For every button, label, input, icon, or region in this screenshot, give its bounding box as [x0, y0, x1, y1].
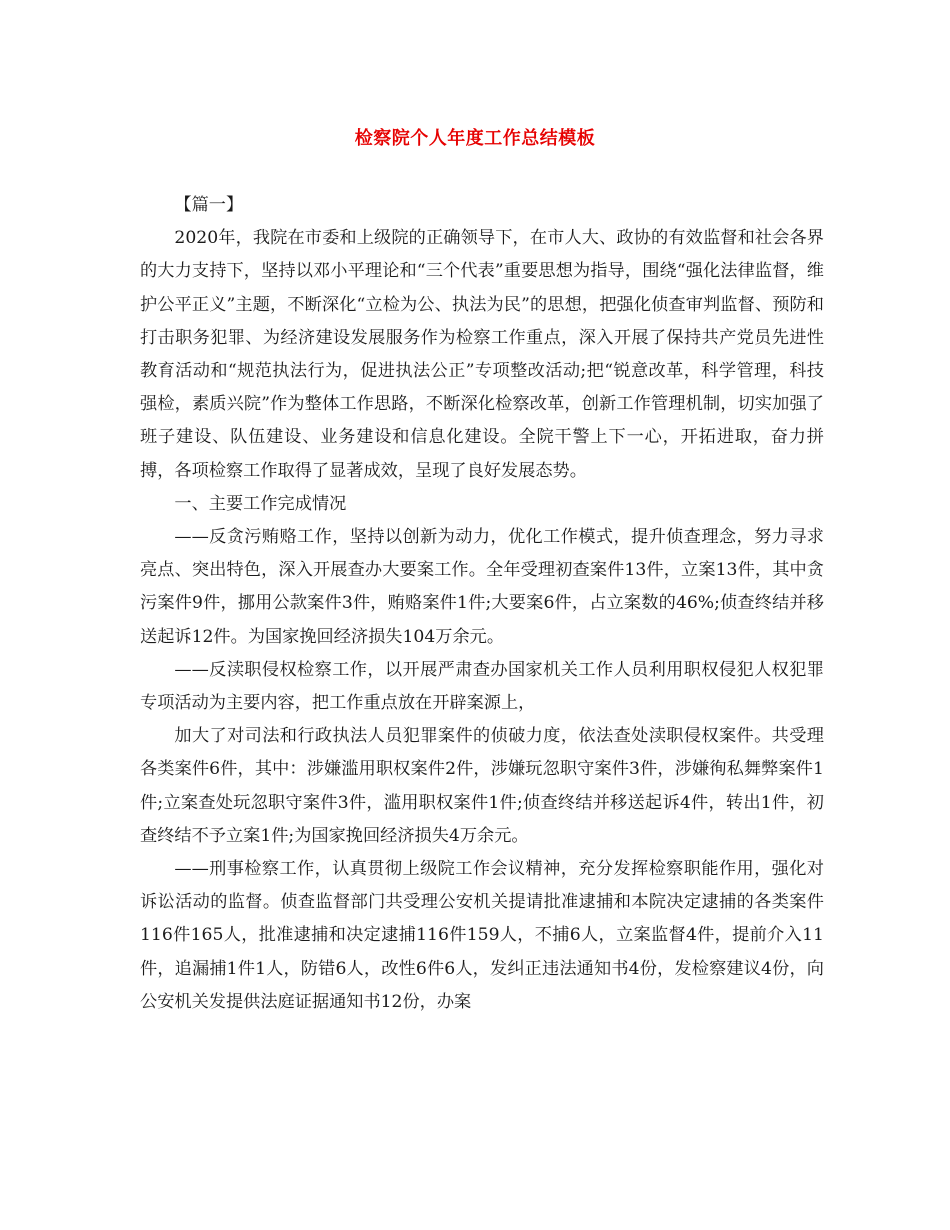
document-body [140, 189, 824, 1019]
paragraph-criminal-procuratorial: ——刑事检察工作，认真贯彻上级院工作会议精神，充分发挥检察职能作用，强化对诉讼活动的监督。侦查监督部门共受理公安机关提请批准逮捕和本院决定逮捕的各类案件116件165人，批准逮捕和决定逮捕116件159人，不捕6人，立案监督4件，提前介入11件，追漏捕1件1人，防错6人，改性6件6人，发纠正违法通知书4份，发检察建议4份，向公安机关发提供法庭证据通知书12份，办案 [140, 859, 824, 1012]
section-heading-main-work: 一、主要工作完成情况 [174, 493, 347, 514]
paragraph-investigation: 加大了对司法和行政执法人员犯罪案件的侦破力度，依法查处渎职侵权案件。共受理各类案件6件，其中：涉嫌滥用职权案件2件，涉嫌玩忽职守案件3件，涉嫌徇私舞弊案件1件;立案查处玩忽职守案件3件，滥用职权案件1件;侦查终结并移送起诉4件，转出1件，初查终结不予立案1件;为国家挽回经济损失4万余元。 [140, 726, 824, 846]
paragraph-intro: 2020年，我院在市委和上级院的正确领导下，在市人大、政协的有效监督和社会各界的大力支持下，坚持以邓小平理论和“三个代表”重要思想为指导，围绕“强化法律监督，维护公平正义”主题，不断深化“立检为公、执法为民”的思想，把强化侦查审判监督、预防和打击职务犯罪、为经济建设发展服务作为检察工作重点，深入开展了保持共产党员先进性教育活动和“规范执法行为，促进执法公正”专项整改活动;把“锐意改革，科学管理，科技强检，素质兴院”作为整体工作思路，不断深化检察改革，创新工作管理机制，切实加强了班子建设、队伍建设、业务建设和信息化建设。全院干警上下一心，开拓进取，奋力拼搏，各项检察工作取得了显著成效，呈现了良好发展态势。 [140, 228, 824, 481]
section-heading-part-one: 【篇一】 [174, 195, 244, 215]
paragraph-anti-dereliction: ——反渎职侵权检察工作，以开展严肃查办国家机关工作人员利用职权侵犯人权犯罪专项活动为主要内容，把工作重点放在开辟案源上， [140, 659, 824, 714]
document-title: 检察院个人年度工作总结模板 [354, 128, 596, 149]
paragraph-anti-corruption: ——反贪污贿赂工作，坚持以创新为动力，优化工作模式，提升侦查理念，努力寻求亮点、突出特色，深入开展查办大要案工作。全年受理初查案件13件，立案13件，其中贪污案件9件，挪用公款案件3件，贿赂案件1件;大要案6件，占立案数的46%;侦查终结并移送起诉12件。为国家挽回经济损失104万余元。 [140, 527, 824, 647]
